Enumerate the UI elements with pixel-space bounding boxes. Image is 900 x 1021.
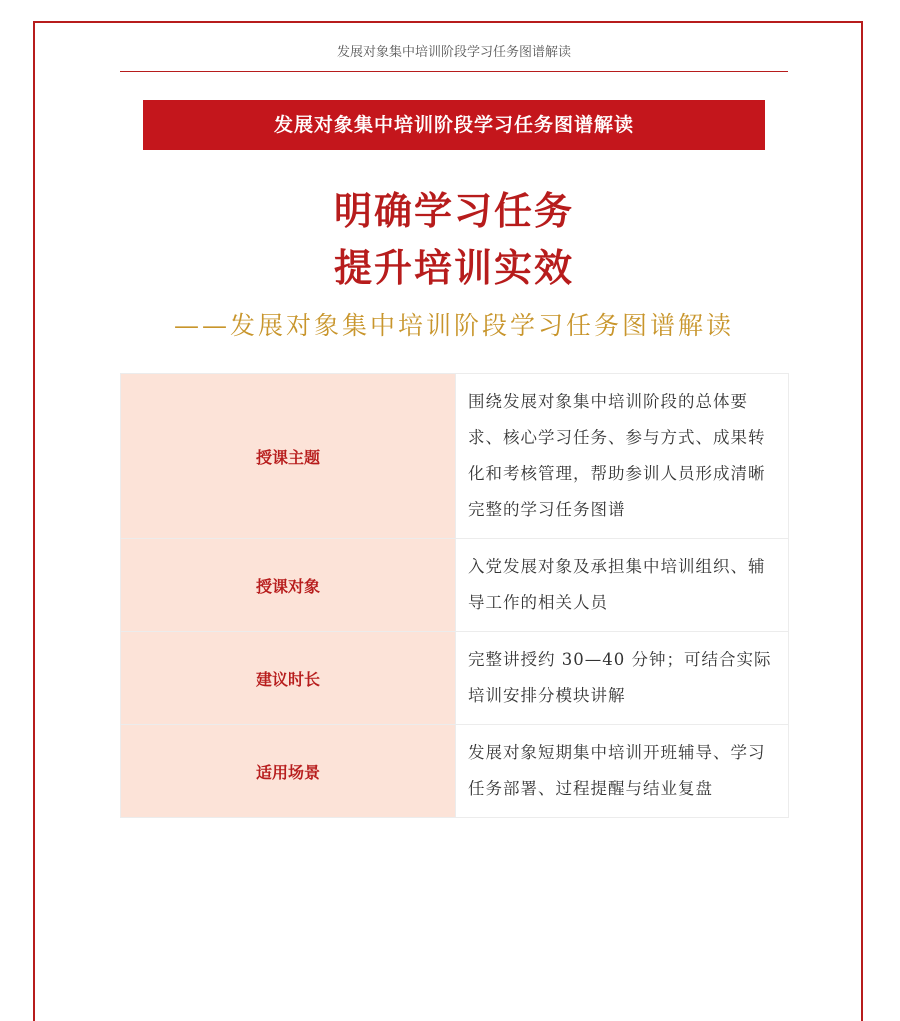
row-label-scenario: 适用场景 [121, 725, 456, 818]
table-row [121, 539, 789, 632]
row-value-duration: 完整讲授约 30—40 分钟；可结合实际培训安排分模块讲解 [456, 632, 789, 725]
table-row [121, 632, 789, 725]
row-value-topic: 围绕发展对象集中培训阶段的总体要求、核心学习任务、参与方式、成果转化和考核管理，帮助参训人员形成清晰完整的学习任务图谱 [456, 374, 789, 539]
table-row [121, 725, 789, 818]
table-row [121, 374, 789, 539]
row-value-scenario: 发展对象短期集中培训开班辅导、学习任务部署、过程提醒与结业复盘 [456, 725, 789, 818]
row-value-audience: 入党发展对象及承担集中培训组织、辅导工作的相关人员 [456, 539, 789, 632]
title-banner: 发展对象集中培训阶段学习任务图谱解读 [143, 100, 765, 150]
main-title-line-1: 明确学习任务 [333, 189, 574, 233]
info-table [120, 373, 789, 818]
main-title-line-2: 提升培训实效 [333, 246, 574, 290]
running-header: 发展对象集中培训阶段学习任务图谱解读 [120, 40, 788, 72]
row-label-topic: 授课主题 [121, 374, 456, 539]
row-label-audience: 授课对象 [121, 539, 456, 632]
subtitle: ——发展对象集中培训阶段学习任务图谱解读 [173, 311, 734, 340]
row-label-duration: 建议时长 [121, 632, 456, 725]
